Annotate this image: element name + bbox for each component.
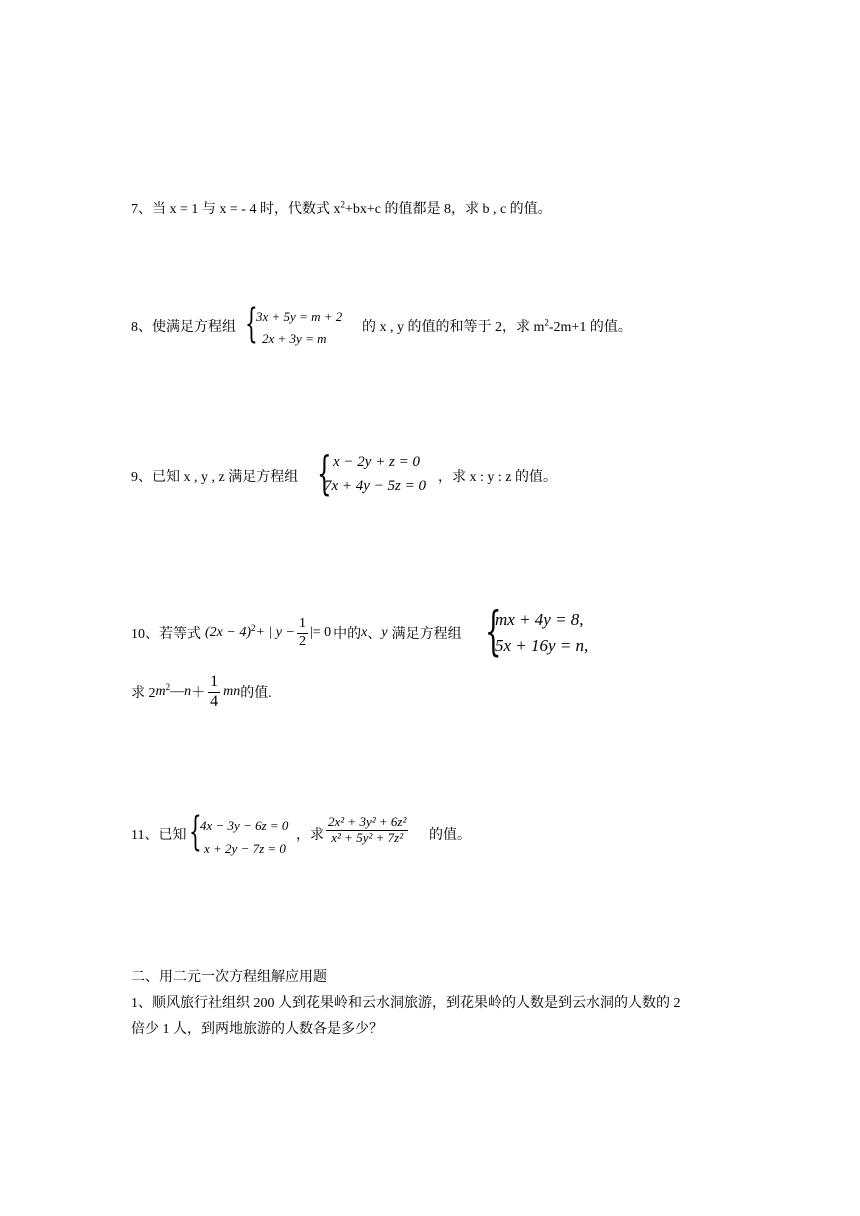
q8-brace: { [245, 301, 258, 347]
q10-expr-c: |= 0 [309, 625, 332, 640]
question-8 [131, 316, 236, 336]
q10-n: n [184, 684, 192, 699]
q9-suffix: ，求 x : y : z 的值。 [438, 470, 557, 485]
q10-equation-2: 5x + 16y = n, [495, 636, 589, 655]
q8-equation-2: 2x + 3y = m [262, 331, 327, 346]
q8-sup: 2 [544, 317, 549, 328]
q8-suffix [362, 316, 632, 336]
q11-fraction [326, 815, 408, 846]
q11-prefix: 11、已知 [131, 828, 187, 843]
q8-suffix-b: -2m+1 的值。 [548, 320, 632, 335]
q10-sup: 2 [251, 623, 256, 633]
q7-text-b: +bx+c 的值都是 8，求 b , c 的值。 [344, 202, 552, 217]
q10-y: y [381, 625, 388, 640]
q9-equation-1: x − 2y + z = 0 [333, 454, 421, 470]
q9-brace: { [317, 446, 332, 500]
q10-mn: mn [223, 684, 241, 699]
question-10 [131, 613, 462, 653]
q10-mid2: 满足方程组 [391, 627, 462, 642]
q11-suffix: 的值。 [429, 828, 471, 843]
q9-equation-2: 7x + 4y − 5z = 0 [324, 478, 427, 494]
question-11 [131, 824, 186, 844]
q11-mid: ，求 [296, 828, 324, 843]
q10-quarter-fraction [208, 673, 220, 711]
q10-quarter-num: 1 [208, 673, 220, 692]
q10-prefix: 10、若等式 [131, 627, 201, 642]
q11-equation-1: 4x − 3y − 6z = 0 [200, 818, 289, 833]
q9-prefix: 9、已知 x , y , z 满足方程组 [131, 470, 299, 485]
q10-equation-1: mx + 4y = 8, [495, 610, 584, 629]
q11-brace: { [189, 809, 202, 855]
q7-sup: 2 [340, 199, 345, 210]
q10-line2-d: 的值. [240, 686, 272, 701]
q10-half-fraction [297, 616, 308, 649]
q10-x: x [361, 625, 368, 640]
q10-expr-a: (2x − 4) [205, 625, 251, 640]
q10-half-den: 2 [298, 633, 306, 649]
section-2-problem-1-line-1: 1、顺风旅行社组织 200 人到花果岭和云水洞旅游，到花果岭的人数是到云水洞的人数的 2 [131, 996, 681, 1011]
q8-suffix-a: 的 x , y 的值的和等于 2，求 m [362, 320, 545, 335]
q10-line2-b: — [170, 684, 185, 699]
section-2-heading: 二、用二元一次方程组解应用题 [131, 970, 327, 985]
q10-quarter-den: 4 [210, 692, 219, 710]
q7-text-a: 7、当 x = 1 与 x = - 4 时，代数式 x [131, 202, 341, 217]
question-9 [131, 466, 298, 486]
q11-equation-2: x + 2y − 7z = 0 [204, 841, 286, 856]
q10-expr-b [256, 625, 295, 641]
q11-denominator: x² + 5y² + 7z² [331, 829, 404, 845]
q11-numerator: 2x² + 3y² + 6z² [328, 814, 407, 829]
q10-line2-c: ＋ [191, 686, 206, 701]
q10-sep: 、 [367, 627, 382, 642]
q10-brace: { [485, 602, 502, 662]
q10-mid: 中的 [333, 627, 362, 642]
q10-m: m [155, 684, 166, 699]
q10-half-num: 1 [297, 616, 308, 633]
q10-line2-a: 求 2 [131, 686, 156, 701]
q10-expr-b-text: + | y − [255, 625, 295, 640]
q10-line2-sup: 2 [165, 682, 171, 692]
question-10-line-2 [131, 670, 272, 714]
q8-equation-1: 3x + 5y = m + 2 [256, 309, 343, 324]
question-7 [131, 198, 552, 218]
q8-prefix: 8、使满足方程组 [131, 320, 236, 335]
section-2-problem-1-line-2: 倍少 1 人，到两地旅游的人数各是多少？ [131, 1022, 383, 1037]
